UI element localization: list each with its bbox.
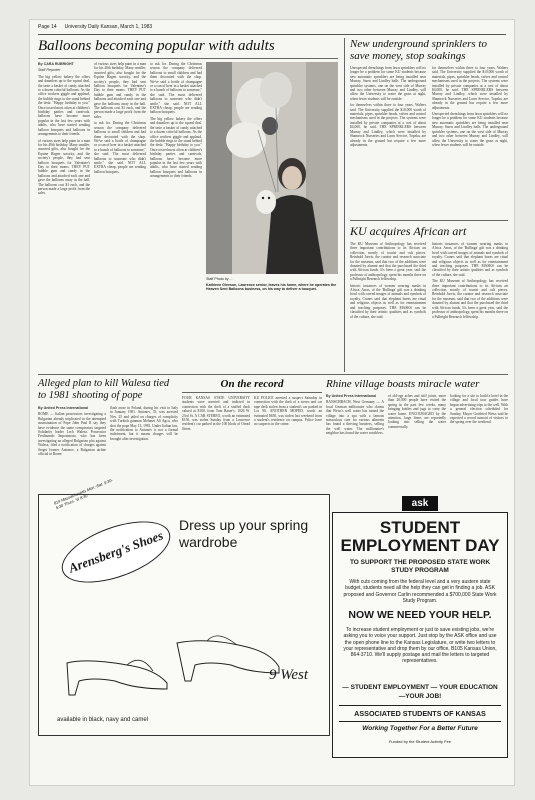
rhine-col-1 xyxy=(326,394,384,494)
ask-ad-org: ASSOCIATED STUDENTS OF KANSAS xyxy=(339,705,501,722)
rhine-text-1: BANSCHBACH, West Germany — A local German millionaire who claims that Weiss's well water has turned the village into a spa with a famous miraculous cure for various ailments has found a thriving business, selling the well water. The millionaire's neighbor has found the water worthless. xyxy=(326,400,384,436)
ku-art-text-2: historic instances of women wearing masks in Africa. Arras, of the 'Bullinga' gift was a drinking bowl with carved images of animals and symbols of royalty. Cranes said that elephant horns are ritual and religious objects as well as for entertainment and teaching purposes. THE MASKS can be classified by their artistic qualities and as symbols of the culture, she said. xyxy=(350,283,426,319)
balloons-col-1 xyxy=(38,62,90,312)
ask-ad-box xyxy=(332,512,508,758)
sprinklers-text-3: for themselves within three to four years, Walters said. The University supplied the $10,000 worth of materials, pipes, sprinkler heads, valves and control mechanisms used in the projects. The systems were installed by private companies at a cost of about $4,000, he said. THE SPRINKLERS between Murray and Lindley, which were installed by Shamrock Nurseries and Lawn Service, Topeka, are already in the ground but require a few more adjustments. xyxy=(432,66,508,110)
record-text-2: KU POLICE arrested a suspect Saturday in connection with the theft of a stereo and car tape deck stolen from a student's car parked in Lot 90. ANOTHER MOPED, worth an estimated $650, was stolen last weekend from a student's residence on campus. Police have no suspects in the crime. xyxy=(254,396,322,427)
balloons-text-6: The big yellow bakery the offers and dauntless up to the squeal deal, the taste a basket of candy attached to a dozen colorful balloons. As the office workers giggle and applaud, the bubble rings to the stand behind the desk: "Happy birthday to you." Once tossed most often at children's birthday parties and carnivals, balloons have become more popular in the last few years with adults, who have started sending balloon bouquets and balloons in arrangements to their friends. xyxy=(150,116,202,179)
headline-rule xyxy=(38,58,338,59)
walesa-byline: By United Press International xyxy=(38,406,89,410)
balloons-photo-credit: Staff Photo by ... xyxy=(206,277,233,281)
page-number: Page 14 xyxy=(38,24,57,30)
sprinklers-text-2: for themselves within three to four years, Walters said. The University supplied the $10,000 worth of materials, pipes, sprinkler heads, valves and control mechanisms used in the projects. The systems were installed by private companies at a cost of about $4,000, he said. THE SPRINKLERS between Murray and Lindley, which were installed by Shamrock Nurseries and Lawn Service, Topeka, are already in the ground but require a few more adjustments. xyxy=(350,103,426,147)
shoe-ad-headline: Dress up your spring wardrobe xyxy=(179,517,309,550)
ask-ad-para-2: To increase student employment or just to save existing jobs, we're asking you to voice your support. Just stop by the ASK office and use the open phone line to the Kansas Legislature, or write two letters to your representative and drop them by our office, B105 Kansas Union, 864-3710. We'll supply postage and mail the letters to targeted representatives. xyxy=(343,627,497,665)
record-headline: On the record xyxy=(220,378,284,390)
balloons-headline: Balloons becoming popular with adults xyxy=(38,38,275,54)
ku-art-headline: KU acquires African art xyxy=(350,224,467,238)
rhine-text-3: looking for a site to build a hotel in the village and local tour guides have begun advertising trips to the well. With a general election scheduled for Sunday, Mayor Gottfried Weiss said he expected a record turnout of visitors to the spring over the weekend. xyxy=(450,394,508,425)
walesa-text-2: flash arose in Poland, during his visit to Italy in January 1981. Antonov, 35, was arrested Nov. 25 and jailed on charges of complicity with Turkish gunman Mehmet Ali Agca, who shot the pope May 13, 1981. Under Italian law, the notification to Antonov is not a formal indictment, but it means charges will be brought after investigation. xyxy=(110,406,178,441)
sprinklers-text-1: Unexpected drenchings from lawn sprinklers will no longer be a problem for some KU students because new automatic sprinklers are being installed near Murray, Snow and Lindley halls. The underground sprinkler systems, one on the west side of Murray and two other between Murray and Lindley, will allow the University to water the grass at night, when fewer students will be outside. xyxy=(350,66,426,101)
walesa-col-2 xyxy=(110,406,178,492)
ask-logo: ask xyxy=(402,496,438,511)
record-rule xyxy=(182,392,322,393)
balloons-byline: By CARA RUBRIGHT xyxy=(38,62,74,66)
ku-art-col-1 xyxy=(350,242,426,372)
ku-art-text-1: The KU Museum of Anthropology has received three important contributions to its African art collection, mostly of tourist and cult pieces. Reinhold Jarvis, the curator and research associate for the museum, said that two of the additions were donated by alumni and that the purchased the third with African funds. It's been a great year, said the professor of anthropology, spent his months there on a Fulbright Research fellowship. xyxy=(350,242,426,282)
balloons-col-3 xyxy=(150,62,202,312)
folio xyxy=(38,24,506,35)
ask-ad-funded: Funded by the Student Activity Fee xyxy=(388,739,452,744)
rhine-col-2 xyxy=(388,394,446,494)
ask-ad-banner: — STUDENT EMPLOYMENT — YOUR EDUCATION—YOUR JOB! xyxy=(342,684,498,700)
sprinklers-text-4: Unexpected drenchings from lawn sprinklers will no longer be a problem for some KU students because new automatic sprinklers are being installed near Murray, Snow and Lindley halls. The underground sprinkler systems, one on the west side of Murray and two other between Murray and Lindley, will allow the University to water the grass at night, when fewer students will be outside. xyxy=(432,112,508,147)
balloons-text-2: of various sizes help paint in a man for his 40th birthday. Many smaller, assorted gifts, also bought for the Equine Hagen sorority, and the society's people, they had sent balloon bouquets for Valentine's Day to their moms. THEY PUT bubble gum and candy in the balloons and attached each one and gave the balloons away in the hall. The balloons cost $1 each, and the person made a large profit from the sales. xyxy=(38,138,90,196)
arensbergs-logo xyxy=(54,509,178,595)
arensbergs-logo-text: Arensberg's Shoes xyxy=(66,527,166,576)
ask-advertisement xyxy=(332,496,508,756)
sprinklers-col-1 xyxy=(350,66,426,216)
shoe-ad-address: 819 Massachusetts Mon.-Sat. 9:30-5:30 Thurs. 'til 8:30 xyxy=(53,477,114,511)
section-rule xyxy=(350,220,508,221)
record-text-1: FOUR KANSAS STATE UNIVERSITY students were arrested and indicted in connection with the theft of a stuffed duck valued at $100, from Tom Bauer's, 1026 W. 23rd St. A CAR STEREO, worth an estimated $150, was stolen Sunday from a Lawrence resident's car parked in the 100 block of Oread Street. xyxy=(182,396,250,431)
shoe-advertisement xyxy=(38,477,330,736)
rhine-text-2: of old-age aches and stiff joints, more than 20,000 people have visited the spring in the past few weeks, many bringing bottles and jugs to carry the water home. ENCOURAGED by the attention, large firms are reportedly looking into selling the water commercially. xyxy=(388,394,446,429)
paper-name-date: University Daily Kansan, March 1, 1983 xyxy=(64,24,153,30)
ask-ad-tagline: Working Together For a Better Future xyxy=(362,725,478,732)
record-col-1 xyxy=(182,396,250,492)
ask-ad-subtitle: TO SUPPORT THE PROPOSED STATE WORK STUDY PROGRAM xyxy=(349,559,491,574)
shoe-ad-colors: available in black, navy and camel xyxy=(57,717,149,723)
balloons-photo xyxy=(206,62,338,274)
rhine-headline: Rhine village boasts miracle water xyxy=(326,378,480,390)
walesa-headline: Alleged plan to kill Walesa tied to 1981 shooting of pope xyxy=(38,378,170,401)
sprinklers-headline: New underground sprinklers to save money, stop soakings xyxy=(350,38,487,62)
ku-art-col-2 xyxy=(432,242,508,372)
rhine-byline: By United Press International xyxy=(326,394,377,398)
balloons-text-4: to ask for. During the Christmas season the company delivered balloons to small children and had them decorated with the shop. We've said a bottle of champagne or a can of beer in a basket attached to a bunch of balloons to someone," she said. The most delivered balloons to someone who didn't smile," she said. NOT ALL EXTRA cheap, people are sending balloon bouquets. xyxy=(94,121,146,174)
balloons-text-3: of various sizes help paint in a man for his 40th birthday. Many smaller, assorted gifts, also bought for the Equine Hagen sorority, and the society's people, they had sent balloon bouquets for Valentine's Day to their moms. THEY PUT bubble gum and candy in the balloons and attached each one and gave the balloons away in the hall. The balloons cost $1 each, and the person made a large profit from the sales. xyxy=(94,62,146,119)
walesa-col-1 xyxy=(38,406,106,492)
ku-art-text-3: historic instances of women wearing masks in Africa. Arras, of the 'Bullinga' gift was a drinking bowl with carved images of animals and symbols of royalty. Cranes said that elephant horns are ritual and religious objects as well as for entertainment and teaching purposes. THE MASKS can be classified by their artistic qualities and as symbols of the culture, she said. xyxy=(432,242,508,277)
ku-art-text-4: The KU Museum of Anthropology has received three important contributions to its African art collection, mostly of tourist and cult pieces. Reinhold Jarvis, the curator and research associate for the museum, said that two of the additions were donated by alumni and that the purchased the third with African funds. It's been a great year, said the professor of anthropology, spent his months there on a Fulbright Research fellowship. xyxy=(432,279,508,319)
page-divider xyxy=(38,374,508,375)
shoe-illustrations xyxy=(57,603,287,703)
ask-ad-need-help: NOW WE NEED YOUR HELP. xyxy=(348,609,492,621)
ask-ad-title: STUDENT EMPLOYMENT DAY xyxy=(340,518,500,555)
ask-ad-para-1: With cuts coming from the federal level and a very austere state budget, students need all the help they can get in finding a job. ASK proposed and Governor Carlin recommended a $700,000 State Work Study Program. xyxy=(343,579,497,604)
balloons-role: Staff Reporter xyxy=(38,68,61,73)
record-col-2 xyxy=(254,396,322,492)
sprinklers-col-2 xyxy=(432,66,508,216)
newspaper-page xyxy=(30,20,514,785)
balloons-text-5: to ask for. During the Christmas season the company delivered balloons to small children and had them decorated with the shop. We've said a bottle of champagne or a can of beer in a basket attached to a bunch of balloons to someone," she said. The most delivered balloons to someone who didn't smile," she said. NOT ALL EXTRA cheap, people are sending balloon bouquets. xyxy=(150,62,202,115)
balloons-photo-image xyxy=(206,62,338,274)
rhine-col-3 xyxy=(450,394,508,494)
walesa-text-1: ROME — Italian prosecutors investigating a Bulgarian already implicated in the attempted assassination of Pope John Paul II say they have evidence the same conspirators targeted Solidarity leader Lech Walesa. Prosecutor Ferdinando Imposimato, who has been investigating an alleged Bulgarian plot against Walesa, filed a notification of charges against Sergei Ivanov Antonov, a Bulgarian airline official in Rome. xyxy=(38,412,106,457)
balloons-photo-caption: Kathleen Gleeson, Lawrence senior, leaves his home, where he operates the Heaven Sent Balloons business, on his way to deliver a bouquet. xyxy=(206,283,337,292)
balloons-col-2 xyxy=(94,62,146,312)
nine-west-brand: 9 West xyxy=(269,667,309,683)
balloons-text-1: The big yellow bakery the offers and dauntless up to the squeal deal, the taste a basket of candy attached to a dozen colorful balloons. As the office workers giggle and applaud, the bubble rings to the stand behind the desk: "Happy birthday to you." Once tossed most often at children's birthday parties and carnivals, balloons have become more popular in the last few years with adults, who have started sending balloon bouquets and balloons in arrangements to their friends. xyxy=(38,74,90,137)
column-rule xyxy=(344,38,345,372)
